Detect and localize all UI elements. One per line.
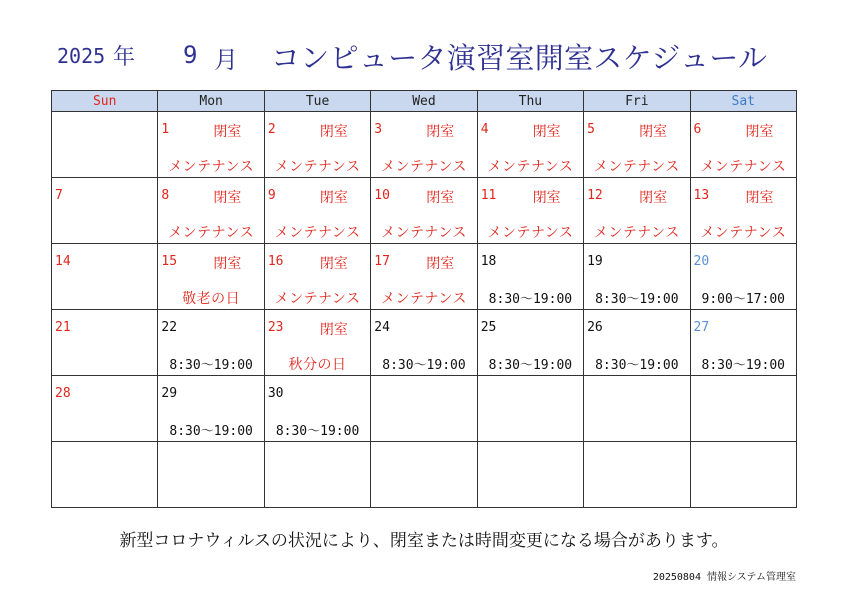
weekday-header-row — [52, 91, 797, 112]
opening-hours: 8:30～19:00 — [169, 424, 253, 439]
day-number: 28 — [55, 386, 71, 401]
calendar-day-cell — [158, 310, 264, 376]
calendar-day-cell — [584, 178, 690, 244]
day-number: 17 — [374, 254, 390, 269]
closed-label: 閉室 — [745, 190, 774, 206]
calendar-day-cell — [690, 244, 796, 310]
calendar-week-row — [52, 112, 797, 178]
schedule-calendar — [51, 90, 797, 508]
opening-hours: 8:30～19:00 — [275, 424, 360, 439]
day-number: 13 — [693, 188, 710, 203]
weekday-sat: Sat — [690, 91, 796, 112]
calendar-day-cell — [477, 244, 583, 310]
day-number: 21 — [55, 320, 71, 335]
calendar-day-cell — [477, 376, 583, 442]
day-number: 24 — [374, 320, 390, 335]
closure-reason: 敬老の日 — [182, 291, 241, 307]
footer-text: 20250804 情報システム管理室 — [652, 572, 796, 583]
day-number: 15 — [161, 254, 178, 269]
calendar-week-row — [52, 442, 797, 508]
day-number: 6 — [693, 122, 702, 137]
calendar-day-cell — [52, 178, 158, 244]
calendar-week-row — [52, 310, 797, 376]
closed-label: 閉室 — [532, 124, 561, 140]
day-number: 22 — [161, 320, 178, 335]
calendar-day-cell — [584, 442, 690, 508]
calendar-day-cell — [584, 244, 690, 310]
closed-label: 閉室 — [319, 190, 348, 206]
calendar-day-cell — [477, 442, 583, 508]
calendar-day-cell — [477, 310, 583, 376]
calendar-day-cell — [371, 310, 477, 376]
calendar-day-cell — [690, 178, 796, 244]
closure-reason: メンテナンス — [168, 225, 255, 241]
closure-reason: メンテナンス — [381, 291, 467, 307]
opening-hours: 8:30～19:00 — [595, 358, 679, 373]
opening-hours: 8:30～19:00 — [595, 292, 679, 307]
closure-reason: メンテナンス — [381, 159, 467, 175]
day-number: 11 — [480, 188, 497, 203]
closure-reason: メンテナンス — [487, 225, 574, 241]
day-number: 26 — [587, 320, 603, 335]
day-number: 4 — [480, 122, 489, 137]
calendar-day-cell — [264, 112, 370, 178]
calendar-day-cell — [584, 112, 690, 178]
closure-reason: メンテナンス — [168, 159, 255, 175]
calendar-day-cell — [158, 376, 264, 442]
calendar-day-cell — [264, 310, 370, 376]
calendar-day-cell — [584, 310, 690, 376]
calendar-day-cell — [158, 112, 264, 178]
calendar-day-cell — [264, 178, 370, 244]
day-number: 25 — [480, 320, 497, 335]
closed-label: 閉室 — [319, 124, 348, 140]
closed-label: 閉室 — [426, 256, 455, 272]
closure-reason: メンテナンス — [274, 225, 361, 241]
calendar-week-row — [52, 178, 797, 244]
calendar-day-cell — [52, 112, 158, 178]
calendar-day-cell — [52, 442, 158, 508]
day-number: 9 — [267, 188, 276, 203]
calendar-day-cell — [690, 310, 796, 376]
title-month: 9 — [183, 41, 198, 69]
calendar-day-cell — [477, 178, 583, 244]
calendar-day-cell — [371, 244, 477, 310]
day-number: 19 — [587, 254, 603, 269]
day-number: 18 — [480, 254, 497, 269]
closed-label: 閉室 — [319, 322, 348, 338]
closed-label: 閉室 — [319, 256, 348, 272]
closed-label: 閉室 — [213, 124, 242, 140]
page-title — [0, 36, 848, 75]
closed-label: 閉室 — [745, 124, 774, 140]
closed-label: 閉室 — [426, 190, 455, 206]
calendar-body — [52, 112, 797, 508]
calendar-week-row — [52, 376, 797, 442]
closure-reason: メンテナンス — [381, 225, 467, 241]
closed-label: 閉室 — [213, 256, 242, 272]
opening-hours: 8:30～19:00 — [488, 292, 573, 307]
title-main: コンピュータ演習室開室スケジュール — [271, 41, 768, 75]
weekday-mon: Mon — [158, 91, 264, 112]
closure-reason: メンテナンス — [700, 159, 787, 175]
closure-reason: メンテナンス — [274, 159, 361, 175]
closed-label: 閉室 — [532, 190, 561, 206]
opening-hours: 8:30～19:00 — [382, 358, 466, 373]
closure-reason: メンテナンス — [593, 225, 680, 241]
calendar-day-cell — [264, 376, 370, 442]
closed-label: 閉室 — [213, 190, 242, 206]
calendar-day-cell — [264, 244, 370, 310]
calendar-day-cell — [52, 376, 158, 442]
day-number: 30 — [267, 386, 284, 401]
calendar-day-cell — [158, 442, 264, 508]
weekday-sun: Sun — [52, 91, 158, 112]
calendar-day-cell — [158, 178, 264, 244]
day-number: 3 — [374, 122, 383, 137]
calendar-day-cell — [52, 244, 158, 310]
opening-hours: 8:30～19:00 — [701, 358, 785, 373]
closed-label: 閉室 — [426, 124, 455, 140]
title-month-unit: 月 — [214, 46, 238, 74]
day-number: 10 — [374, 188, 390, 203]
day-number: 16 — [267, 254, 284, 269]
closure-reason: メンテナンス — [274, 291, 361, 307]
closed-label: 閉室 — [639, 190, 668, 206]
calendar-day-cell — [477, 112, 583, 178]
calendar-day-cell — [690, 112, 796, 178]
calendar-day-cell — [690, 442, 796, 508]
day-number: 27 — [693, 320, 710, 335]
closed-label: 閉室 — [639, 124, 668, 140]
day-number: 12 — [587, 188, 603, 203]
title-year: 2025 — [57, 44, 106, 68]
day-number: 2 — [267, 122, 276, 137]
calendar-day-cell — [52, 310, 158, 376]
calendar-day-cell — [371, 376, 477, 442]
calendar-day-cell — [264, 442, 370, 508]
opening-hours: 8:30～19:00 — [169, 358, 253, 373]
notice-text: 新型コロナウィルスの状況により、閉室または時間変更になる場合があります。 — [119, 531, 729, 551]
day-number: 7 — [55, 188, 63, 203]
opening-hours: 8:30～19:00 — [488, 358, 573, 373]
day-number: 20 — [693, 254, 710, 269]
calendar-day-cell — [371, 178, 477, 244]
closure-reason: 秋分の日 — [288, 357, 347, 373]
closure-reason: メンテナンス — [700, 225, 787, 241]
day-number: 23 — [267, 320, 284, 335]
calendar-day-cell — [690, 376, 796, 442]
weekday-fri: Fri — [584, 91, 690, 112]
calendar-day-cell — [158, 244, 264, 310]
closure-reason: メンテナンス — [593, 159, 680, 175]
closure-reason: メンテナンス — [487, 159, 574, 175]
weekday-tue: Tue — [264, 91, 370, 112]
weekday-wed: Wed — [371, 91, 477, 112]
day-number: 1 — [161, 122, 170, 137]
calendar-day-cell — [584, 376, 690, 442]
day-number: 5 — [587, 122, 595, 137]
day-number: 14 — [55, 254, 71, 269]
day-number: 8 — [161, 188, 170, 203]
title-year-unit: 年 — [113, 45, 136, 70]
weekday-thu: Thu — [477, 91, 583, 112]
calendar-day-cell — [371, 112, 477, 178]
calendar-week-row — [52, 244, 797, 310]
day-number: 29 — [161, 386, 178, 401]
calendar-day-cell — [371, 442, 477, 508]
opening-hours: 9:00～17:00 — [701, 292, 785, 307]
